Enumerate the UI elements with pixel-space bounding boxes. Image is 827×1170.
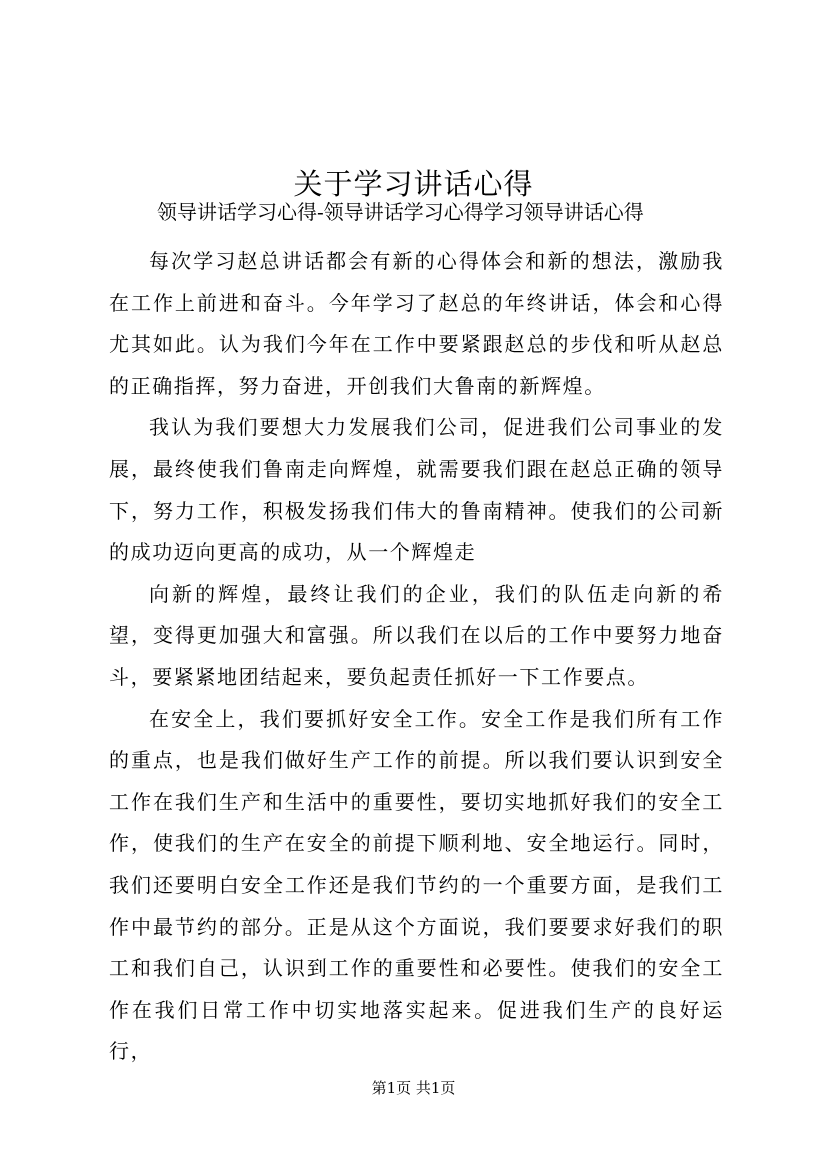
paragraph: 我认为我们要想大力发展我们公司，促进我们公司事业的发展，最终使我们鲁南走向辉煌，就需要我们跟在赵总正确的领导下，努力工作，积极发扬我们伟大的鲁南精神。使我们的公司新的成功迈向更高的成功，从一个辉煌走 (109, 415, 724, 565)
paragraph: 在安全上，我们要抓好安全工作。安全工作是我们所有工作的重点，也是我们做好生产工作的前提。所以我们要认识到安全工作在我们生产和生活中的重要性，要切实地抓好我们的安全工作，使我们的生产在安全的前提下顺利地、安全地运行。同时，我们还要明白安全工作还是我们节约的一个重要方面，是我们工作中最节约的部分。正是从这个方面说，我们要要求好我们的职工和我们自己，认识到工作的重要性和必要性。使我们的安全工作在我们日常工作中切实地落实起来。促进我们生产的良好运行， (109, 706, 724, 1064)
document-subtitle: 领导讲话学习心得-领导讲话学习心得学习领导讲话心得 (157, 200, 644, 224)
paragraph: 向新的辉煌，最终让我们的企业，我们的队伍走向新的希望，变得更加强大和富强。所以我们在以后的工作中要努力地奋斗，要紧紧地团结起来，要负起责任抓好一下工作要点。 (109, 581, 724, 689)
page-number-footer: 第1页 共1页 (371, 1079, 456, 1097)
document-title: 关于学习讲话心得 (293, 167, 534, 202)
document-body (109, 241, 724, 1073)
paragraph: 每次学习赵总讲话都会有新的心得体会和新的想法，激励我在工作上前进和奋斗。今年学习了赵总的年终讲话，体会和心得尤其如此。认为我们今年在工作中要紧跟赵总的步伐和听从赵总的正确指挥，努力奋进，开创我们大鲁南的新辉煌。 (109, 249, 724, 398)
